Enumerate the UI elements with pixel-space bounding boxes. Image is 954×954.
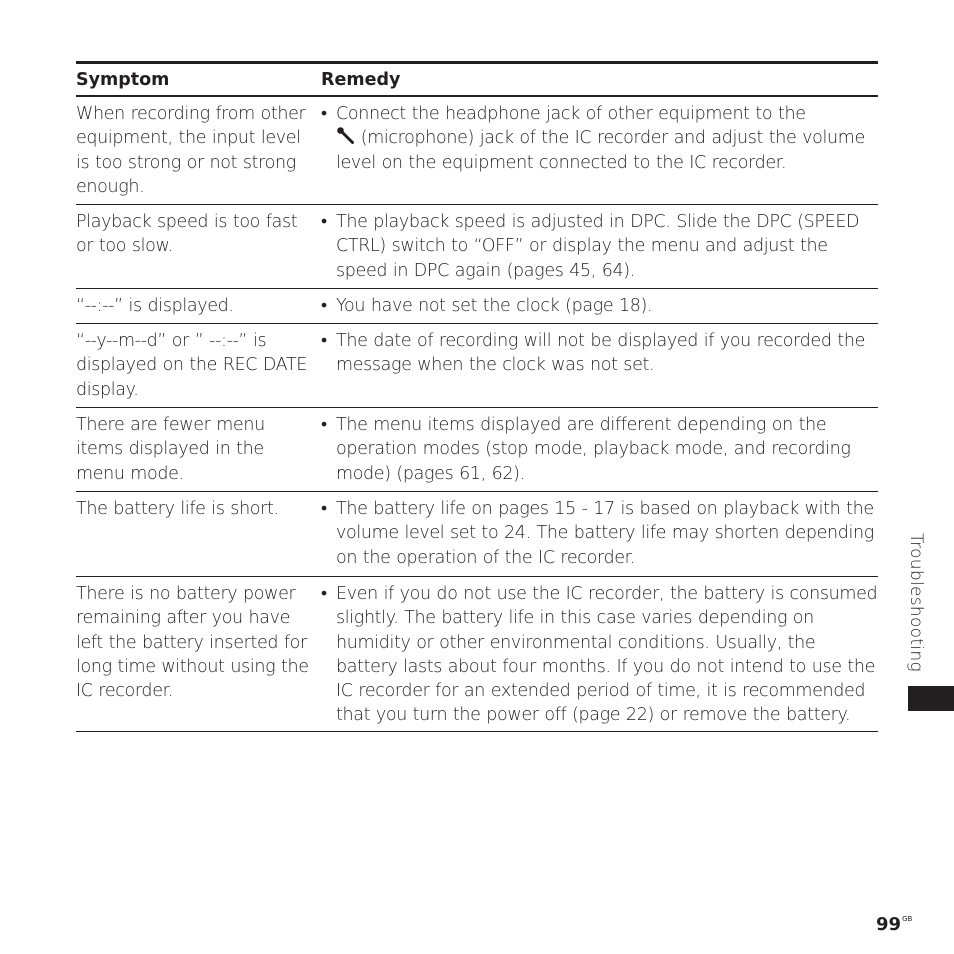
remedy-text: The date of recording will not be displayed if you recorded the message when the clock was not set. xyxy=(336,331,865,376)
bullet: • xyxy=(321,212,327,232)
table-row xyxy=(76,577,878,732)
remedy-text: Connect the headphone jack of other equipment to the (microphone) jack of the IC recorder and adjust the volume level on the equipment connected to the IC recorder. xyxy=(336,104,865,173)
remedy-cell xyxy=(321,102,878,199)
symptom-cell: There is no battery power remaining after you have left the battery inserted for long time without using the IC recorder. xyxy=(76,584,309,702)
bullet: • xyxy=(321,104,327,124)
remedy-cell xyxy=(321,497,878,571)
symptom-cell: There are fewer menu items displayed in the menu mode. xyxy=(76,415,265,484)
table-header xyxy=(76,64,878,97)
bullet: • xyxy=(321,296,327,316)
remedy-text: The battery life on pages 15 - 17 is based on playback with the volume level set to 24. The battery life may shorten depending on the operation of the IC recorder. xyxy=(336,499,874,568)
page-suffix: GB xyxy=(902,915,913,923)
remedy-cell xyxy=(321,329,878,402)
table-row xyxy=(76,97,878,205)
table-row xyxy=(76,324,878,408)
table-row xyxy=(76,289,878,324)
table-row xyxy=(76,492,878,577)
table-row xyxy=(76,408,878,492)
remedy-cell xyxy=(321,582,878,726)
section-side-label: Troubleshooting xyxy=(906,533,926,672)
symptom-cell: “--y--m--d” or ” --:--” is displayed on the REC DATE display. xyxy=(76,331,307,400)
troubleshooting-table xyxy=(76,61,878,732)
symptom-cell: When recording from other equipment, the input level is too strong or not strong enough. xyxy=(76,104,306,197)
page-number: $99^{GB}$ xyxy=(876,914,913,935)
remedy-cell xyxy=(321,210,878,283)
section-tab-marker xyxy=(908,686,954,711)
bullet: • xyxy=(321,584,327,604)
bullet: • xyxy=(321,415,327,435)
remedy-text: You have not set the clock (page 18). xyxy=(336,296,653,316)
remedy-cell xyxy=(321,294,878,318)
symptom-cell: Playback speed is too fast or too slow. xyxy=(76,212,298,257)
microphone-icon xyxy=(336,126,355,145)
remedy-text: Even if you do not use the IC recorder, the battery is consumed slightly. The battery life in this case varies depending on humidity or other environmental conditions. Usually, the battery lasts about four months. If you do not intend to use the IC recorder for an extended period of time, it is recommended that you turn the power off (page 22) or remove the battery. xyxy=(336,584,878,726)
table-row xyxy=(76,205,878,289)
remedy-text: The playback speed is adjusted in DPC. Slide the DPC (SPEED CTRL) switch to “OFF” or display the menu and adjust the speed in DPC again (pages 45, 64). xyxy=(336,212,860,281)
symptom-cell: The battery life is short. xyxy=(76,499,279,519)
remedy-cell xyxy=(321,413,878,486)
header-remedy: Remedy xyxy=(321,70,401,90)
symptom-cell: “--:--” is displayed. xyxy=(76,296,234,316)
bullet: • xyxy=(321,499,327,519)
header-symptom: Symptom xyxy=(76,70,170,90)
bullet: • xyxy=(321,331,327,351)
remedy-text: The menu items displayed are different depending on the operation modes (stop mode, playback mode, and recording mode) (pages 61, 62). xyxy=(336,415,851,484)
